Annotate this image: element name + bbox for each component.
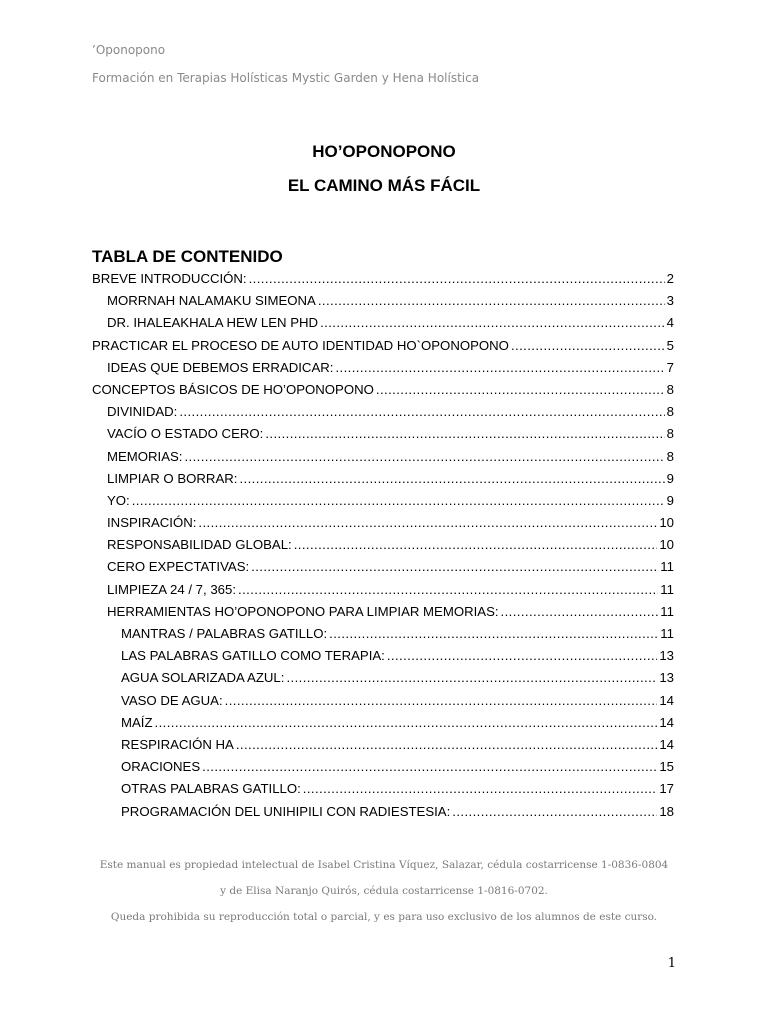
toc-entry[interactable]	[92, 556, 674, 578]
toc-entry-label: CERO EXPECTATIVAS:	[107, 559, 250, 575]
toc-leader-dots	[376, 379, 665, 401]
toc-entry[interactable]	[92, 579, 674, 601]
toc-entry-label: MORRNAH NALAMAKU SIMEONA	[107, 293, 316, 309]
toc-entry-label: BREVE INTRODUCCIÓN:	[92, 271, 247, 286]
header-title: ’Oponopono	[92, 43, 166, 57]
toc-entry-page: 5	[666, 337, 674, 353]
toc-entry-label: OTRAS PALABRAS GATILLO:	[121, 781, 301, 797]
toc-entry-label: DIVINIDAD:	[107, 404, 178, 420]
toc-leader-dots	[265, 423, 664, 445]
toc-entry[interactable]	[92, 268, 674, 290]
toc-leader-dots	[294, 534, 658, 556]
toc-entry-label: INSPIRACIÓN:	[107, 515, 197, 531]
toc-entry-label: RESPONSABILIDAD GLOBAL:	[107, 537, 292, 553]
toc-entry[interactable]	[92, 601, 674, 623]
toc-entry-page: 7	[666, 359, 674, 375]
toc-entry[interactable]	[92, 423, 674, 445]
toc-heading: TABLA DE CONTENIDO	[92, 247, 283, 266]
toc-leader-dots	[155, 712, 658, 734]
toc-leader-dots	[179, 401, 664, 423]
toc-entry-page: 11	[660, 559, 674, 575]
page-footer	[0, 852, 768, 930]
toc-entry-label: MEMORIAS:	[107, 448, 183, 464]
page-header	[92, 42, 479, 86]
toc-entry-page: 15	[659, 759, 674, 775]
toc-leader-dots	[236, 734, 657, 756]
toc-entry-label: MANTRAS / PALABRAS GATILLO:	[121, 626, 328, 641]
toc-leader-dots	[238, 579, 658, 601]
toc-entry[interactable]	[92, 401, 674, 423]
toc-entry-label: YO:	[107, 492, 130, 508]
toc-leader-dots	[320, 312, 665, 334]
toc-entry-page: 9	[666, 470, 674, 486]
toc-entry-page: 10	[659, 537, 674, 553]
toc-entry-label: PRACTICAR EL PROCESO DE AUTO IDENTIDAD HO`OPONOPONO	[92, 337, 509, 353]
toc-entry[interactable]	[92, 379, 674, 401]
toc-entry-label: LAS PALABRAS GATILLO COMO TERAPIA:	[121, 648, 385, 664]
toc-entry-label: LIMPIAR O BORRAR:	[107, 470, 238, 486]
toc-entry[interactable]	[92, 690, 674, 712]
toc-leader-dots	[501, 601, 659, 623]
toc-entry-label: LIMPIEZA 24 / 7, 365:	[107, 581, 237, 597]
toc-entry-page: 9	[666, 492, 674, 508]
toc-leader-dots	[249, 268, 665, 290]
footer-line-2: y de Elisa Naranjo Quirós, cédula costarricense 1-0816-0702.	[220, 885, 548, 897]
toc-leader-dots	[251, 556, 658, 578]
toc-entry-label: DR. IHALEAKHALA HEW LEN PHD	[107, 315, 319, 331]
toc-entry-label: IDEAS QUE DEBEMOS ERRADICAR:	[107, 359, 334, 375]
toc-entry[interactable]	[92, 357, 674, 379]
toc-entry-label: VASO DE AGUA:	[121, 692, 223, 708]
toc-entry-page: 8	[666, 404, 674, 420]
toc-leader-dots	[335, 357, 664, 379]
toc-leader-dots	[318, 290, 665, 312]
toc-entry[interactable]	[92, 446, 674, 468]
page-number: 1	[667, 956, 676, 971]
toc-entry[interactable]	[92, 490, 674, 512]
toc-entry-page: 14	[659, 714, 674, 730]
footer-line-3: Queda prohibida su reproducción total o parcial, y es para uso exclusivo de los alumnos de este curso.	[110, 911, 658, 923]
toc-entry-page: 11	[660, 581, 674, 597]
toc-leader-dots	[329, 623, 658, 645]
toc-entry[interactable]	[92, 778, 674, 800]
toc-entry-page: 8	[666, 381, 674, 397]
toc-entry[interactable]	[92, 623, 674, 645]
toc-leader-dots	[202, 756, 657, 778]
toc-leader-dots	[184, 446, 664, 468]
toc-entry[interactable]	[92, 512, 674, 534]
toc-entry-page: 13	[659, 648, 674, 664]
toc-entry[interactable]	[92, 667, 674, 689]
toc-leader-dots	[387, 645, 657, 667]
title-line-1: HO’OPONOPONO	[312, 142, 456, 161]
title-line-2: EL CAMINO MÁS FÁCIL	[287, 176, 481, 195]
footer-line-1: Este manual es propiedad intelectual de Isabel Cristina Víquez, Salazar, cédula costarricense 1-0836-0804	[99, 859, 669, 871]
toc-leader-dots	[286, 667, 657, 689]
toc-entry-label: CONCEPTOS BÁSICOS DE HO’OPONOPONO	[92, 381, 374, 397]
toc-leader-dots	[132, 490, 665, 512]
toc-entry-page: 3	[666, 293, 674, 309]
toc-entry-page: 11	[660, 626, 674, 641]
toc-entry[interactable]	[92, 312, 674, 334]
table-of-contents	[92, 268, 674, 823]
toc-entry[interactable]	[92, 534, 674, 556]
toc-entry-label: MAÍZ	[121, 714, 153, 730]
toc-entry[interactable]	[92, 712, 674, 734]
toc-entry[interactable]	[92, 290, 674, 312]
toc-entry-page: 14	[659, 736, 674, 752]
toc-leader-dots	[452, 801, 657, 823]
toc-entry-label: PROGRAMACIÓN DEL UNIHIPILI CON RADIESTESIA:	[121, 803, 451, 819]
toc-entry[interactable]	[92, 756, 674, 778]
document-title	[0, 138, 768, 203]
toc-entry-page: 8	[666, 448, 674, 464]
toc-entry-page: 2	[666, 271, 674, 286]
toc-entry-page: 13	[659, 670, 674, 686]
header-subtitle: Formación en Terapias Holísticas Mystic Garden y Hena Holística	[92, 71, 480, 85]
toc-entry-label: ORACIONES	[121, 759, 201, 775]
toc-entry-label: AGUA SOLARIZADA AZUL:	[121, 670, 285, 686]
toc-entry[interactable]	[92, 468, 674, 490]
toc-entry-label: VACÍO O ESTADO CERO:	[107, 426, 264, 442]
toc-leader-dots	[511, 335, 665, 357]
toc-entry-page: 11	[660, 603, 674, 619]
toc-leader-dots	[198, 512, 657, 534]
toc-entry-page: 14	[659, 692, 674, 708]
toc-leader-dots	[303, 778, 658, 800]
toc-entry-label: HERRAMIENTAS HO’OPONOPONO PARA LIMPIAR MEMORIAS:	[107, 603, 499, 619]
toc-entry-page: 8	[666, 426, 674, 442]
toc-leader-dots	[239, 468, 664, 490]
toc-entry[interactable]	[92, 335, 674, 357]
toc-entry-page: 18	[659, 803, 674, 819]
toc-entry[interactable]	[92, 801, 674, 823]
toc-entry-label: RESPIRACIÓN HA	[121, 736, 234, 752]
toc-entry-page: 17	[659, 781, 674, 797]
toc-entry[interactable]	[92, 645, 674, 667]
toc-entry[interactable]	[92, 734, 674, 756]
toc-leader-dots	[225, 690, 658, 712]
toc-entry-page: 10	[659, 515, 674, 531]
toc-entry-page: 4	[666, 315, 674, 331]
